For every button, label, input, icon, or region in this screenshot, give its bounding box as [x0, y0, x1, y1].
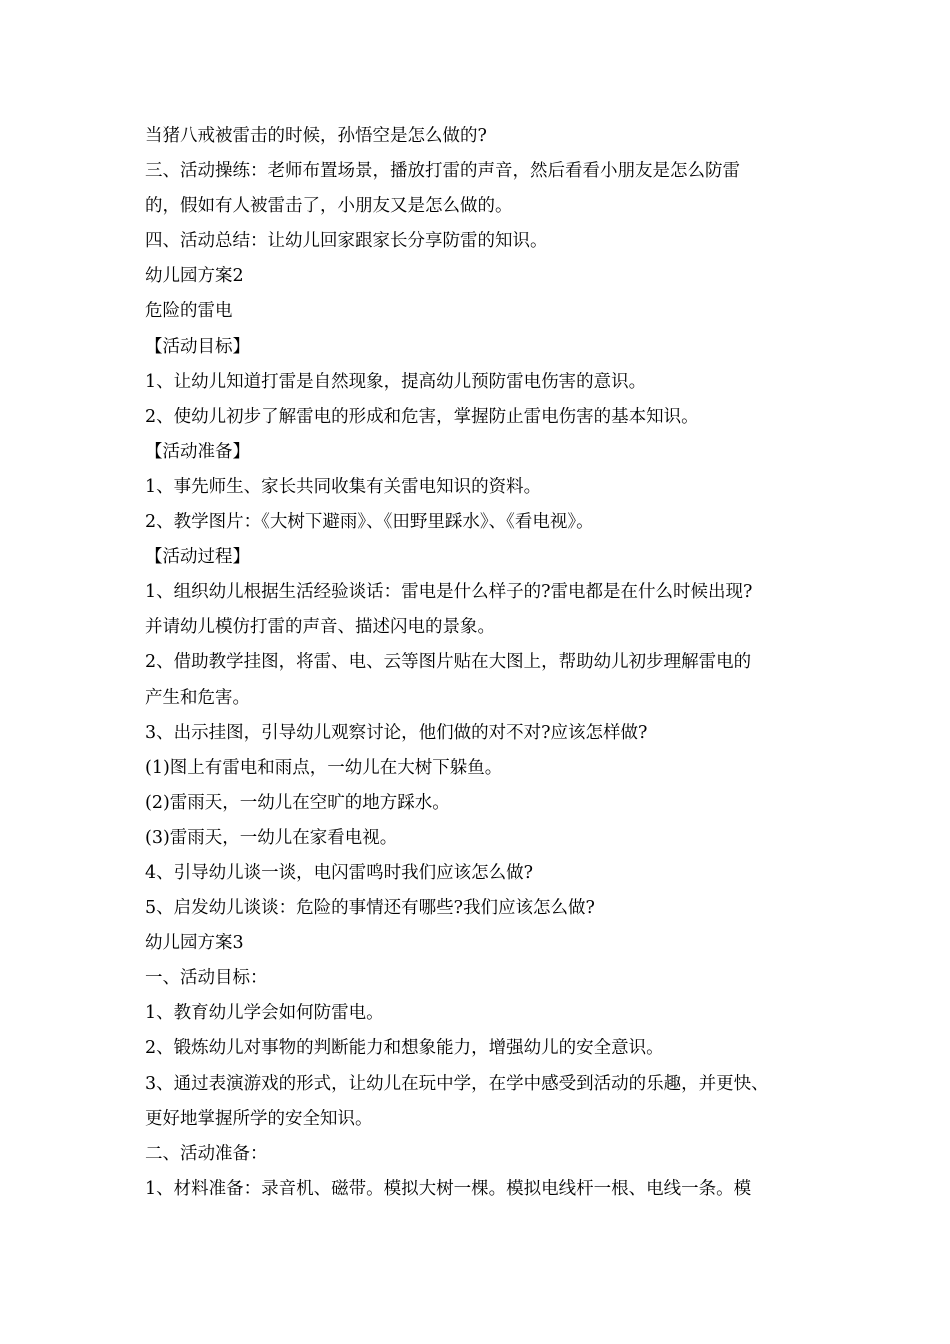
text-line: 2、锻炼幼儿对事物的判断能力和想象能力，增强幼儿的安全意识。: [145, 1038, 664, 1059]
text-line: 的，假如有人被雷击了，小朋友又是怎么做的。: [145, 196, 513, 217]
text-line: 5、启发幼儿谈谈：危险的事情还有哪些?我们应该怎么做?: [145, 898, 595, 919]
subsection-heading: 【活动过程】: [145, 547, 250, 568]
text-line: 3、通过表演游戏的形式，让幼儿在玩中学，在学中感受到活动的乐趣，并更快、: [145, 1073, 769, 1094]
text-line: (1)图上有雷电和雨点，一幼儿在大树下躲鱼。: [145, 757, 503, 778]
text-line: 四、活动总结：让幼儿回家跟家长分享防雷的知识。: [145, 231, 548, 252]
subsection-heading: 【活动准备】: [145, 441, 250, 462]
section-heading: 幼儿园方案2: [145, 266, 244, 287]
text-line: 2、使幼儿初步了解雷电的形成和危害，掌握防止雷电伤害的基本知识。: [145, 406, 699, 427]
text-line: 1、教育幼儿学会如何防雷电。: [145, 1003, 384, 1024]
text-line: (3)雷雨天，一幼儿在家看电视。: [145, 827, 398, 848]
text-line: 2、借助教学挂图，将雷、电、云等图片贴在大图上，帮助幼儿初步理解雷电的: [145, 652, 752, 673]
text-line: 1、让幼儿知道打雷是自然现象，提高幼儿预防雷电伤害的意识。: [145, 371, 647, 392]
text-line: 1、材料准备：录音机、磁带。模拟大树一棵。模拟电线杆一根、电线一条。模: [145, 1178, 752, 1199]
section-heading: 幼儿园方案3: [145, 933, 244, 954]
text-line: 并请幼儿模仿打雷的声音、描述闪电的景象。: [145, 617, 495, 638]
subsection-heading: 【活动目标】: [145, 336, 250, 357]
document-body: [145, 119, 835, 1207]
text-line: 1、组织幼儿根据生活经验谈话：雷电是什么样子的?雷电都是在什么时候出现?: [145, 582, 753, 603]
subsection-heading: 二、活动准备：: [145, 1143, 268, 1164]
text-line: 1、事先师生、家长共同收集有关雷电知识的资料。: [145, 476, 542, 497]
text-line: (2)雷雨天，一幼儿在空旷的地方踩水。: [145, 792, 450, 813]
subsection-heading: 一、活动目标：: [145, 968, 268, 989]
text-line: 产生和危害。: [145, 687, 250, 708]
text-line: 当猪八戒被雷击的时候，孙悟空是怎么做的?: [145, 126, 487, 146]
text-line: 4、引导幼儿谈一谈，电闪雷鸣时我们应该怎么做?: [145, 862, 534, 883]
activity-title: 危险的雷电: [145, 301, 233, 322]
text-line: 三、活动操练：老师布置场景，播放打雷的声音，然后看看小朋友是怎么防雷: [145, 161, 740, 182]
text-line: 2、教学图片：《大树下避雨》、《田野里踩水》、《看电视》。: [145, 512, 594, 533]
text-line: 更好地掌握所学的安全知识。: [145, 1108, 373, 1129]
text-line: 3、出示挂图，引导幼儿观察讨论，他们做的对不对?应该怎样做?: [145, 722, 648, 743]
